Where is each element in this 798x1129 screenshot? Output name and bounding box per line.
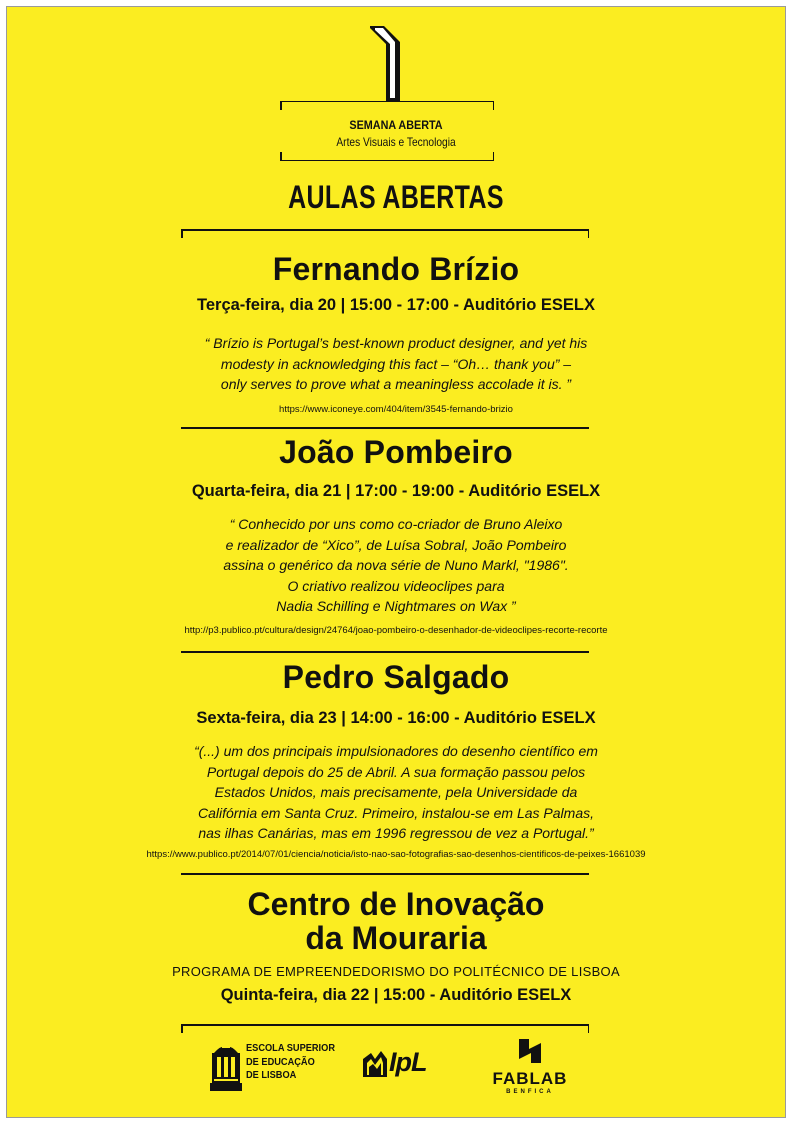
session-time: Terça-feira, dia 20 | 15:00 - 17:00 - Auditório ESELX [197, 296, 595, 314]
quote-line: e realizador de “Xico”, de Luísa Sobral, João Pombeiro [225, 536, 567, 553]
quote-line: assina o genérico da nova série de Nuno Markl, "1986". [223, 557, 569, 573]
quote-line: “(...) um dos principais impulsionadores do desenho científico em [194, 743, 598, 759]
eselx-line: DE LISBOA [246, 1069, 297, 1081]
source-link[interactable]: https://www.iconeye.com/404/item/3545-fernando-brizio [279, 404, 513, 415]
eselx-logo [208, 1039, 348, 1095]
quote-line: “ Brízio is Portugal’s best-known product designer, and yet his [204, 335, 588, 351]
fablab-logo-icon [517, 1037, 543, 1065]
quote-line: Califórnia em Santa Cruz. Primeiro, instalou-se em Las Palmas, [197, 804, 595, 821]
ipl-wordmark: IpL [389, 1047, 427, 1077]
quote-line: “ Conhecido por uns como co-criador de Bruno Aleixo [229, 516, 563, 532]
quote-line: Estados Unidos, mais precisamente, pela Universidade da [214, 784, 578, 800]
source-link[interactable]: https://www.publico.pt/2014/07/01/ciencia/noticia/isto-nao-sao-fotografias-sao-desenhos-cientificos-de-peixes-1661039 [146, 849, 646, 860]
session-quote [7, 741, 785, 844]
divider [181, 873, 589, 875]
speaker-name: Pedro Salgado [282, 659, 510, 695]
cim-title-line: da Mouraria [305, 920, 487, 956]
quote-line: modesty in acknowledging this fact – “Oh… thank you” – [220, 355, 572, 372]
session-quote [7, 333, 785, 395]
ipl-logo-icon [363, 1049, 391, 1079]
eselx-name [246, 1042, 335, 1083]
poster [6, 6, 786, 1118]
divider-top [181, 229, 589, 231]
source-link[interactable]: http://p3.publico.pt/cultura/design/24764/joao-pombeiro-o-desenhador-de-videoclipes-recorte-recorte [184, 625, 608, 636]
event-subtitle: Artes Visuais e Tecnologia [336, 135, 456, 149]
fablab-location: BENFICA [506, 1089, 554, 1095]
eselx-building-icon [208, 1039, 244, 1093]
session-time: Quarta-feira, dia 21 | 17:00 - 19:00 - Auditório ESELX [191, 482, 601, 500]
cim-title-line: Centro de Inovação [247, 886, 545, 922]
quote-line: only serves to prove what a meaningless accolade it is. ” [220, 376, 572, 392]
eselx-line: DE EDUCAÇÃO [246, 1055, 315, 1068]
session-quote [7, 514, 785, 617]
section-title: AULAS ABERTAS [288, 179, 504, 215]
program-name: PROGRAMA DE EMPREENDEDORISMO DO POLITÉCNICO DE LISBOA [172, 964, 620, 979]
fablab-logo [475, 1037, 585, 1101]
cim-title [7, 887, 785, 955]
session-time: Quinta-feira, dia 22 | 15:00 - Auditório ESELX [220, 986, 572, 1004]
quote-line: nas ilhas Canárias, mas em 1996 regressou de vez a Portugal.” [198, 825, 594, 841]
speaker-name: João Pombeiro [279, 434, 513, 470]
divider [181, 427, 589, 429]
ipl-logo [363, 1047, 443, 1081]
fablab-wordmark: FABLAB [492, 1069, 568, 1088]
quote-line: O criativo realizou videoclipes para [287, 577, 505, 594]
quote-line: Nadia Schilling e Nightmares on Wax ” [276, 598, 516, 614]
speaker-name: Fernando Brízio [272, 251, 520, 287]
semana-aberta-logo-icon [368, 24, 402, 104]
event-title: SEMANA ABERTA [349, 118, 443, 132]
divider [181, 651, 589, 653]
session-time: Sexta-feira, dia 23 | 14:00 - 16:00 - Auditório ESELX [196, 709, 596, 727]
quote-line: Portugal depois do 25 de Abril. A sua formação passou pelos [206, 763, 586, 780]
divider-bottom [181, 1024, 589, 1026]
eselx-line: ESCOLA SUPERIOR [246, 1042, 335, 1054]
